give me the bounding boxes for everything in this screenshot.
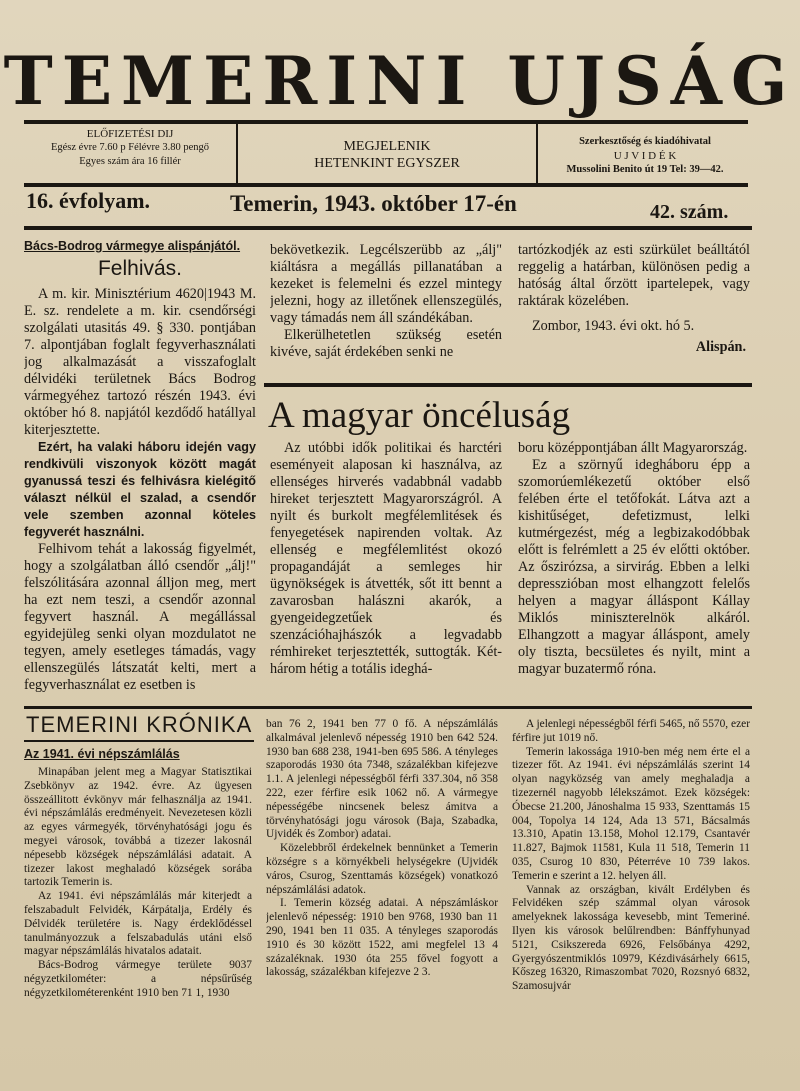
article-paragraph: boru középpontjában állt Magyarország. (518, 440, 748, 456)
chronicle-paragraph: Vannak az országban, kivált Erdélyben és Felvidéken szép számmal olyan városok amelyeknek lakossága kevesebb, mint Temeriné. Ilyen kis városok belűlrendben: Bánffyhunyad 5121, Csikszereda 6926, Felsőbánya 4292, Gyergyószentmiklós 10979, Kézdivásárhely 6615, Kőszeg 16320, Rimaszombat 7020, Rozsnyó 6832, Szamosujvár (512, 883, 750, 993)
article-column-2 (518, 440, 750, 702)
header-divider-right (536, 124, 538, 183)
header-rule-top (24, 120, 748, 124)
notice-column-3 (518, 242, 750, 382)
masthead-title: TEMERINI UJSÁG (3, 42, 797, 120)
notice-paragraph: Elkerülhetetlen szükség esetén kivéve, saját érdekében senki ne (270, 327, 502, 360)
issue-volume: 16. évfolyam. (26, 188, 151, 213)
chronicle-paragraph: I. Temerin község adatai. A népszámláskor jelenlevő népesség: 1910 ben 9768, 1930 ban 11 290, 1941 ben 11 035. A tényleges szaporodás 1910 és 30 között 1522, ami megfelel 13 4 százaléknak. 1930 óta 255 fővel fogyott a lakosság, százalékban kifejezve 2 3. (266, 897, 498, 979)
publication-line2: HETENKINT EGYSZER (314, 156, 460, 171)
editorial-line2: U J V I D É K (613, 150, 677, 162)
article-paragraph: Ez a szörnyű idegháboru épp a szomorúemlékezetű október első felében érte el tetőfokát. Látva azt a kishitűséget, defetizmust, lelki kutmérgezést, még a legbizakodóbbak előtt is felrémlett a 25 év előtti október. Az őszirózsa, a sirvirág. Ebben a lelki depresszióban most elhangzott felelős helyen a magyar álláspont Kállay Miklós miniszterelnök alkáról. Elhangzott a magyar álláspont, amely oly tiszta, becsületes és nyilt, mint a magyar buzatermő róna. (518, 457, 750, 677)
chronicle-paragraph: Bács-Bodrog vármegye területe 9037 négyzetkilométer: a népsűrűség négyzetkilométerenként 1910 ben 71 1, 1930 (24, 959, 252, 999)
chronicle-title-rule (24, 740, 254, 742)
chronicle-column-3 (512, 718, 750, 1088)
notice-heading: Felhivás. (97, 257, 183, 280)
notice-dateplace: Zombor, 1943. évi okt. hó 5. (532, 318, 695, 334)
chronicle-column-2 (266, 718, 498, 1088)
issue-rule (24, 226, 752, 230)
editorial-line1: Szerkesztőség és kiadóhivatal (579, 136, 711, 147)
issue-number: 42. szám. (650, 201, 729, 223)
chronicle-paragraph: Az 1941. évi népszámlálás már kiterjedt a felszabadult Felvidék, Kárpátalja, Erdély és Délvidék területére is. Nagy érdeklődéssel tanulmányozzuk a felszabadulás utáni első magyar népszámlálás hivatalos adatait. (24, 890, 252, 958)
chronicle-column-1 (24, 746, 252, 1086)
chronicle-section-title: Az 1941. évi népszámlálás (24, 747, 180, 761)
editorial-box (540, 135, 750, 177)
subscription-box (26, 127, 234, 169)
notice-section-title: Bács-Bodrog vármegye alispánjától. (24, 239, 241, 253)
publication-line1: MEGJELENIK (343, 139, 431, 154)
publication-box (240, 138, 534, 172)
subscription-line2: Egyes szám ára 16 fillér (79, 156, 181, 167)
editorial-line3: Mussolini Benito út 19 Tel: 39—42. (566, 164, 724, 175)
notice-paragraph: bekövetkezik. Legcélszerübb az „álj" kiáltásra a megállás pillanatában a kezeket is felemelni és ezzel mintegy jelezni, hogy az illetőnek ellenszegülés, vagy támadás nem áll szándékában. (270, 242, 502, 326)
header-divider-left (236, 124, 238, 183)
notice-column-1 (24, 238, 256, 700)
notice-rule (264, 383, 752, 387)
article-paragraph: Az utóbbi idők politikai és harctéri eseményeit alaposan ki használva, az ellenséges hirverés vadabbnál vadabb hireket terjesztett Magyarországról. A nyilt és burkolt megfélemlitések és fenyegetések napirenden voltak. Az ellenség e megfélemlitést okozó propagandáját a semleges hir ügynökségek is átvették, sőt itt bennt a zavarosban halászni akarók, a gyengeidegzetűek és szenzációhajhászók a legvadabb rémhireket terjesztették, suttogták. Két-három hétig a totális ideghá- (270, 440, 502, 677)
subscription-line1: Egész évre 7.60 p Félévre 3.80 pengő (50, 142, 210, 153)
article-column-1 (270, 440, 502, 702)
chronicle-paragraph: Temerin lakossága 1910-ben még nem érte el a tizezer főt. Az 1941. évi népszámlálás szerint 14 olyan nagyközség van amely meghaladja a tizezernél nagyobb lélekszámot. Ezek községek: Óbecse 21.200, Jánoshalma 15 933, Szenttamás 15 004, Topolya 14 124, Ada 13 571, Bácsalmás 13.310, Apatin 13.158, Mohol 12.179, Csantavér 11.827, Bajmok 11581, Kula 11 518, Temerin 11 035, Csurog 10 830, Péterréve 10 739 lakos. Temerin e szerint a 12. helyen áll. (512, 745, 750, 882)
notice-column-2 (270, 242, 502, 377)
issue-dateline: Temerin, 1943. október 17-én (230, 191, 517, 216)
notice-paragraph: tartózkodjék az esti szürkület beálltától reggelig a határban, különösen pedig a hatóság által őrzött ipartelepek, vagy raktárak közelében. (518, 242, 750, 309)
chronicle-title: TEMERINI KRÓNIKA (26, 712, 253, 737)
notice-paragraph: Ezért, ha valaki háboru idején vagy rendkivüli viszonyok között magát gyanussá teszi és felhivásra kielégitő választ nélkül el szalad, a csendőr vele szemben azonnal köteles fegyverét használni. (24, 440, 256, 539)
chronicle-paragraph: A jelenlegi népességből férfi 5465, nő 5570, ezer férfire jut 1019 nő. (512, 718, 750, 744)
notice-paragraph: Felhivom tehát a lakosság figyelmét, hogy a szolgálatban álló csendőr „álj!" felszólitására azonnal álljon meg, mert ha ezt nem teszi, a csendőr azonnal fegyvert használ. A megállással egyidejüleg senki olyan mozdulatot ne tegyen, amely esetleges támadás, vagy ellenszegülés látszatát kelti, mert a fegyverhasználat ez esetben is (24, 541, 256, 693)
chronicle-paragraph: Közelebbről érdekelnek bennünket a Temerin községre s a környékbeli helységekre (Ujvidék város, Csurog, Szenttamás községek) vonatkozó népszámlálási adatok. (266, 842, 498, 896)
notice-paragraph: A m. kir. Minisztérium 4620|1943 M. E. sz. rendelete a m. kir. csendőrségi szolgálati utasitás 49. § 330. pontjában 7. alpontjában foglalt fegyverhasználati jog alkalmazását a visszafoglalt délvidéki területnek Bács Bodrog vármegyéhez tartozó részén 1943. évi október hó 8. napjától kezdődő hatállyal kiterjesztette. (24, 286, 256, 438)
notice-signature: Alispán. (695, 339, 746, 355)
chronicle-paragraph: ban 76 2, 1941 ben 77 0 fő. A népszámlálás alkalmával jelenlevő népesség 1910 ben 642 524. 1930 ban 688 238, 1941-ben 695 586. A tényleges szaporodás 1930 óta 7348, százalékban kifejezve 1.1. A jelenlegi népességből férfi 337.304, nő 358 222, ezer férfire esik 1062 nő. A vármegye népességébe nincsenek belesz ámitva a törvényhatósági jogu városok (Baja, Szabadka, Ujvidék és Zombor) adatai. (266, 718, 498, 841)
article-title: A magyar öncéluság (268, 395, 571, 436)
header-rule-bottom (24, 183, 748, 187)
chronicle-paragraph: Minapában jelent meg a Magyar Statisztikai Zsebkönyv az 1942. évre. Az ügyesen összeállitott évkönyv már felhasználja az 1941. évi népszámlálás eredményeit. Nevezetesen közli az egyes vármegyék, törvényhatósági jogu és megyei városok, továbbá a tizezer lakosnál népesebb községek népszámlálási adatait. A tizezer lakost meghaladó községek sorába tartozik Temerin is. (24, 766, 252, 889)
subscription-label: ELŐFIZETÉSI DIJ (86, 128, 174, 140)
chronicle-rule (24, 706, 752, 709)
